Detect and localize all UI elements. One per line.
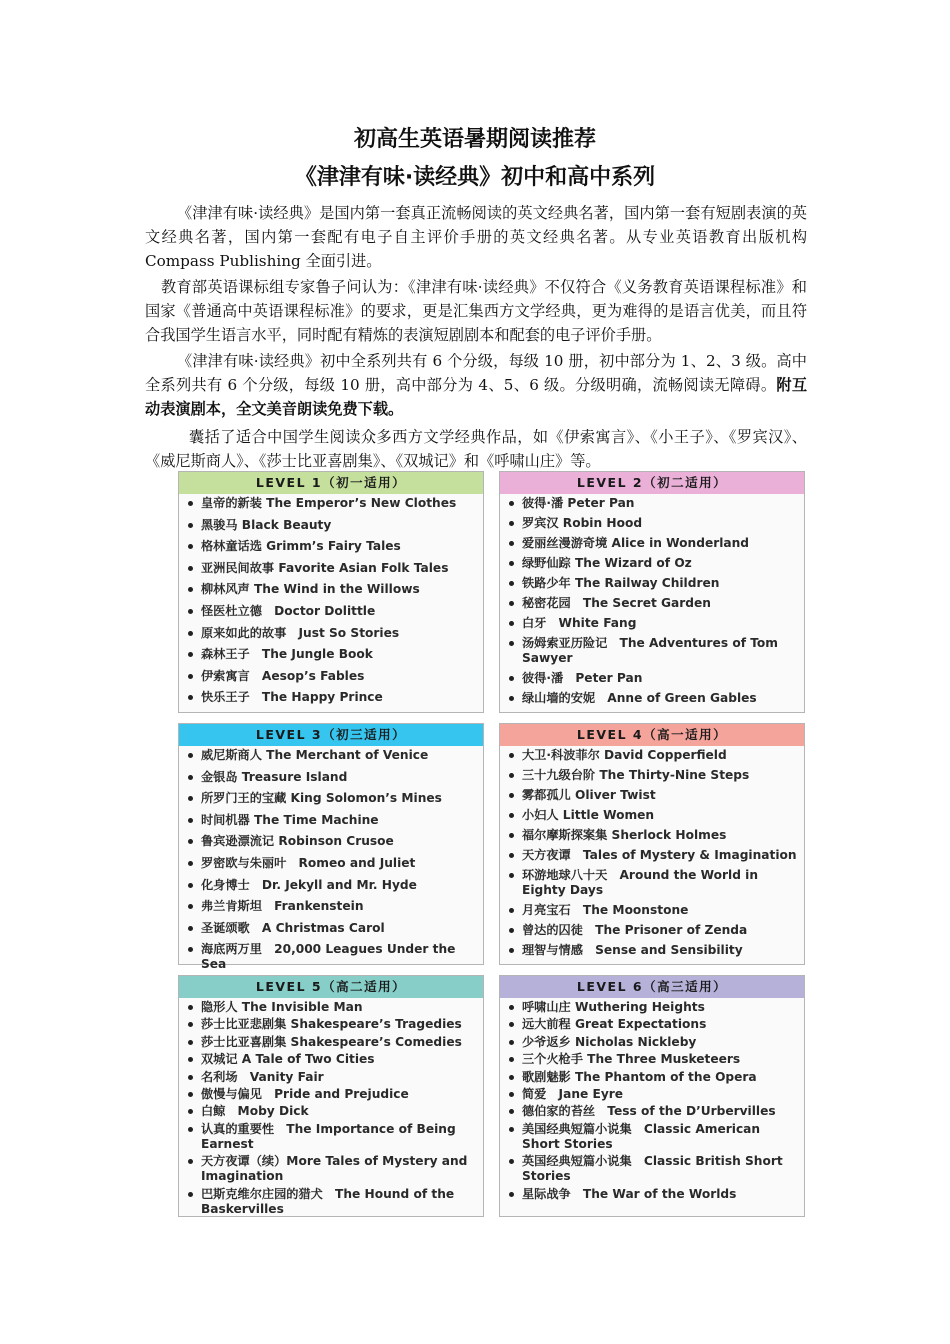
- book-item: 远大前程 Great Expectations: [508, 1017, 798, 1032]
- book-item: 圣诞颂歌 A Christmas Carol: [187, 921, 477, 936]
- book-item: 白牙 White Fang: [508, 616, 798, 631]
- book-item: 爱丽丝漫游奇境 Alice in Wonderland: [508, 536, 798, 551]
- book-item: 名利场 Vanity Fair: [187, 1070, 477, 1085]
- book-item: 隐形人 The Invisible Man: [187, 1000, 477, 1015]
- intro-paragraph: 《津津有味·读经典》是国内第一套真正流畅阅读的英文经典名著，国内第一套有短剧表演的英文经典名著，国内第一套配有电子自主评价手册的英文经典名著。从专业英语教育出版机构 Compass Publishing 全面引进。: [145, 204, 807, 270]
- book-item: 三个火枪手 The Three Musketeers: [508, 1052, 798, 1067]
- level-2-book-list: [500, 494, 804, 706]
- level-3-header: LEVEL 3（初三适用）: [179, 724, 483, 746]
- book-item: 亚洲民间故事 Favorite Asian Folk Tales: [187, 561, 477, 576]
- level-6-header: LEVEL 6（高三适用）: [500, 976, 804, 998]
- book-item: 化身博士 Dr. Jekyll and Mr. Hyde: [187, 878, 477, 893]
- levels-text: 《津津有味·读经典》初中全系列共有 6 个分级，每级 10 册，初中部分为 1、2、3 级。高中全系列共有 6 个分级，每级 10 册，高中部分为 4、5、6 级。分级明确，流畅阅读无障碍。: [145, 352, 807, 394]
- book-item: 双城记 A Tale of Two Cities: [187, 1052, 477, 1067]
- book-item: 巴斯克维尔庄园的猎犬 The Hound of the Baskervilles: [187, 1187, 477, 1217]
- book-item: 海底两万里 20,000 Leagues Under the Sea: [187, 942, 477, 972]
- book-item: 星际战争 The War of the Worlds: [508, 1187, 798, 1202]
- book-item: 威尼斯商人 The Merchant of Venice: [187, 748, 477, 763]
- book-item: 罗密欧与朱丽叶 Romeo and Juliet: [187, 856, 477, 871]
- level-1-header: LEVEL 1（初一适用）: [179, 472, 483, 494]
- level-2-box: [499, 471, 805, 713]
- document-title: 初高生英语暑期阅读推荐: [353, 127, 596, 152]
- levels-paragraph: [145, 349, 807, 421]
- download-note: 附互动表演剧本，全文美音朗读免费下载。: [145, 376, 808, 418]
- book-item: 天方夜谭（续）More Tales of Mystery and Imagination: [187, 1154, 477, 1184]
- level-3-box: [178, 723, 484, 972]
- book-item: 黑骏马 Black Beauty: [187, 518, 477, 533]
- book-item: 快乐王子 The Happy Prince: [187, 690, 477, 705]
- book-item: 英国经典短篇小说集 Classic British Short Stories: [508, 1154, 798, 1184]
- book-item: 小妇人 Little Women: [508, 808, 798, 823]
- book-item: 简爱 Jane Eyre: [508, 1087, 798, 1102]
- level-1-box: [178, 471, 484, 713]
- level-4-header: LEVEL 4（高一适用）: [500, 724, 804, 746]
- book-item: 雾都孤儿 Oliver Twist: [508, 788, 798, 803]
- document-subtitle: 《津津有味·读经典》初中和高中系列: [294, 165, 656, 190]
- book-item: 彼得·潘 Peter Pan: [508, 671, 798, 686]
- book-item: 弗兰肯斯坦 Frankenstein: [187, 899, 477, 914]
- book-item: 美国经典短篇小说集 Classic American Short Stories: [508, 1122, 798, 1152]
- book-item: 原来如此的故事 Just So Stories: [187, 626, 477, 641]
- book-item: 傲慢与偏见 Pride and Prejudice: [187, 1087, 477, 1102]
- book-item: 绿山墙的安妮 Anne of Green Gables: [508, 691, 798, 706]
- book-item: 金银岛 Treasure Island: [187, 770, 477, 785]
- level-1-book-list: [179, 494, 483, 705]
- level-5-book-list: [179, 998, 483, 1217]
- book-item: 环游地球八十天 Around the World in Eighty Days: [508, 868, 798, 898]
- book-item: 莎士比亚悲剧集 Shakespeare’s Tragedies: [187, 1017, 477, 1032]
- book-item: 月亮宝石 The Moonstone: [508, 903, 798, 918]
- book-item: 怪医杜立德 Doctor Dolittle: [187, 604, 477, 619]
- book-item: 歌剧魅影 The Phantom of the Opera: [508, 1070, 798, 1085]
- level-5-box: [178, 975, 484, 1217]
- book-item: 少爷返乡 Nicholas Nickleby: [508, 1035, 798, 1050]
- book-item: 森林王子 The Jungle Book: [187, 647, 477, 662]
- expert-paragraph: 教育部英语课标组专家鲁子问认为：《津津有味·读经典》不仅符合《义务教育英语课程标准》和国家《普通高中英语课程标准》的要求，更是汇集西方文学经典，更为难得的是语言优美，而且符合我国学生语言水平，同时配有精炼的表演短剧剧本和配套的电子评价手册。: [145, 278, 807, 344]
- works-paragraph: 囊括了适合中国学生阅读众多西方文学经典作品，如《伊索寓言》、《小王子》、《罗宾汉》、《威尼斯商人》、《莎士比亚喜剧集》、《双城记》和《呼啸山庄》等。: [145, 428, 807, 470]
- book-item: 秘密花园 The Secret Garden: [508, 596, 798, 611]
- book-item: 三十九级台阶 The Thirty-Nine Steps: [508, 768, 798, 783]
- book-item: 铁路少年 The Railway Children: [508, 576, 798, 591]
- book-item: 德伯家的苔丝 Tess of the D’Urbervilles: [508, 1104, 798, 1119]
- book-item: 格林童话选 Grimm’s Fairy Tales: [187, 539, 477, 554]
- book-item: 天方夜谭 Tales of Mystery & Imagination: [508, 848, 798, 863]
- book-item: 时间机器 The Time Machine: [187, 813, 477, 828]
- book-item: 绿野仙踪 The Wizard of Oz: [508, 556, 798, 571]
- book-item: 认真的重要性 The Importance of Being Earnest: [187, 1122, 477, 1152]
- book-item: 大卫·科波菲尔 David Copperfield: [508, 748, 798, 763]
- book-item: 福尔摩斯探案集 Sherlock Holmes: [508, 828, 798, 843]
- level-5-header: LEVEL 5（高二适用）: [179, 976, 483, 998]
- book-item: 汤姆索亚历险记 The Adventures of Tom Sawyer: [508, 636, 798, 666]
- book-item: 白鲸 Moby Dick: [187, 1104, 477, 1119]
- level-3-book-list: [179, 746, 483, 972]
- level-4-box: [499, 723, 805, 965]
- book-item: 伊索寓言 Aesop’s Fables: [187, 669, 477, 684]
- book-item: 彼得·潘 Peter Pan: [508, 496, 798, 511]
- book-item: 理智与情感 Sense and Sensibility: [508, 943, 798, 958]
- book-item: 罗宾汉 Robin Hood: [508, 516, 798, 531]
- book-item: 呼啸山庄 Wuthering Heights: [508, 1000, 798, 1015]
- book-item: 柳林风声 The Wind in the Willows: [187, 582, 477, 597]
- book-item: 皇帝的新装 The Emperor’s New Clothes: [187, 496, 477, 511]
- level-2-header: LEVEL 2（初二适用）: [500, 472, 804, 494]
- book-item: 所罗门王的宝藏 King Solomon’s Mines: [187, 791, 477, 806]
- level-4-book-list: [500, 746, 804, 958]
- level-6-book-list: [500, 998, 804, 1202]
- book-item: 曾达的囚徒 The Prisoner of Zenda: [508, 923, 798, 938]
- level-6-box: [499, 975, 805, 1217]
- book-item: 鲁宾逊漂流记 Robinson Crusoe: [187, 834, 477, 849]
- book-item: 莎士比亚喜剧集 Shakespeare’s Comedies: [187, 1035, 477, 1050]
